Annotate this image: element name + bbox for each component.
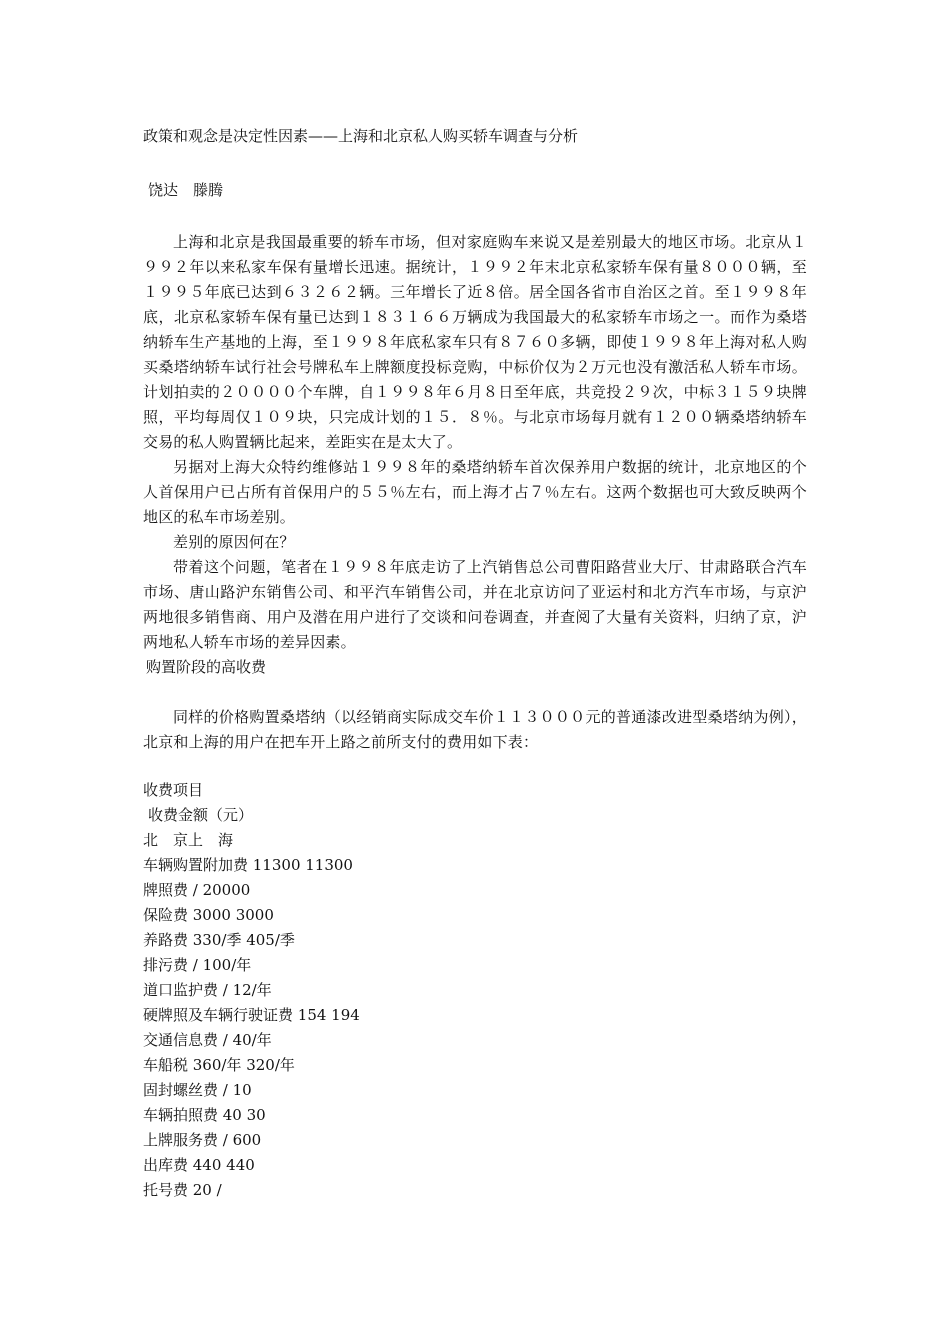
fee-table [143, 778, 807, 1203]
fee-table-row: 交通信息费 / 40/年 [143, 1031, 272, 1049]
fee-table-row: 车辆购置附加费 11300 11300 [143, 856, 353, 874]
fee-table-row: 托号费 20 / [143, 1181, 222, 1199]
body-paragraph: 差别的原因何在？ [173, 533, 295, 551]
fee-table-row: 固封螺丝费 / 10 [143, 1081, 252, 1099]
fee-table-row: 上牌服务费 / 600 [143, 1131, 262, 1149]
fee-table-row: 道口监护费 / 12/年 [143, 981, 272, 999]
article-body [143, 230, 807, 755]
document-page [143, 124, 807, 1203]
fee-table-row: 车辆拍照费 40 30 [143, 1106, 266, 1124]
fee-table-header-cities: 北 京上 海 [143, 831, 234, 849]
fee-table-row: 牌照费 / 20000 [143, 881, 251, 899]
section-heading: 购置阶段的高收费 [146, 658, 267, 676]
fee-table-row: 排污费 / 100/年 [143, 956, 252, 974]
body-paragraph: 带着这个问题，笔者在１９９８年底走访了上汽销售总公司曹阳路营业大厅、甘肃路联合汽车市场、唐山路沪东销售公司、和平汽车销售公司，并在北京访问了亚运村和北方汽车市场，与京沪两地很多销售商、用户及潜在用户进行了交谈和问卷调查，并查阅了大量有关资料，归纳了京，沪两地私人轿车市场的差异因素。 [143, 558, 807, 651]
fee-table-row: 硬牌照及车辆行驶证费 154 194 [143, 1006, 360, 1024]
fee-table-row: 出库费 440 440 [143, 1156, 255, 1174]
fee-table-row: 养路费 330/季 405/季 [143, 931, 295, 949]
body-paragraph: 上海和北京是我国最重要的轿车市场，但对家庭购车来说又是差别最大的地区市场。北京从１９９２年以来私家车保有量增长迅速。据统计，１９９２年末北京私家轿车保有量８０００辆，至１９９５年底已达到６３２６２辆。三年增长了近８倍。居全国各省市自治区之首。至１９９８年底，北京私家轿车保有量已达到１８３１６６万辆成为我国最大的私家轿车市场之一。而作为桑塔纳轿车生产基地的上海，至１９９８年底私家车只有８７６０多辆，即使１９９８年上海对私人购买桑塔纳轿车试行社会号牌私车上牌额度投标竞购，中标价仅为２万元也没有激活私人轿车市场。计划拍卖的２００００个车牌，自１９９８年６月８日至年底，共竞投２９次，中标３１５９块牌照，平均每周仅１０９块，只完成计划的１５．８％。与北京市场每月就有１２００辆桑塔纳轿车交易的私人购置辆比起来，差距实在是太大了。 [143, 233, 807, 451]
body-paragraph: 另据对上海大众特约维修站１９９８年的桑塔纳轿车首次保养用户数据的统计，北京地区的个人首保用户已占所有首保用户的５５％左右，而上海才占７％左右。这两个数据也可大致反映两个地区的私车市场差别。 [143, 458, 807, 526]
fee-table-row: 保险费 3000 3000 [143, 906, 274, 924]
spacer [143, 680, 807, 705]
fee-table-header-item: 收费项目 [143, 781, 204, 799]
document-title: 政策和观念是决定性因素——上海和北京私人购买轿车调查与分析 [143, 127, 579, 145]
author-line: 饶达 滕腾 [148, 181, 224, 199]
section-paragraph: 同样的价格购置桑塔纳（以经销商实际成交车价１１３０００元的普通漆改进型桑塔纳为例），北京和上海的用户在把车开上路之前所支付的费用如下表： [143, 708, 807, 751]
fee-table-row: 车船税 360/年 320/年 [143, 1056, 295, 1074]
fee-table-header-amount: 收费金额（元） [148, 806, 254, 824]
